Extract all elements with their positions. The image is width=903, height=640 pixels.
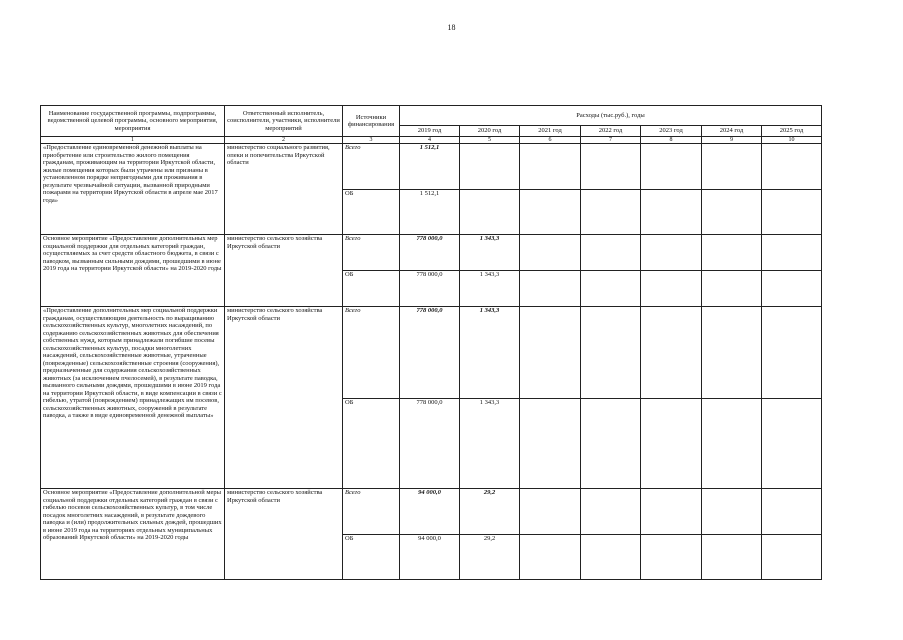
value-cell: 1 343,3 bbox=[460, 307, 520, 399]
source-total-label: Всего bbox=[343, 489, 400, 535]
value-cell bbox=[520, 190, 581, 235]
table-row bbox=[41, 144, 822, 190]
page-number: 18 bbox=[447, 23, 456, 32]
source-ob-label: ОБ bbox=[343, 399, 400, 489]
value-cell bbox=[641, 399, 702, 489]
value-cell: 1 343,3 bbox=[460, 399, 520, 489]
column-number: 3 bbox=[343, 137, 400, 144]
activity-name: Основное мероприятие «Предоставление дополнительной меры социальной поддержки отдельных категорий граждан в связи с гибелью посевов сельскохозяйственных культур, в том числе посадок многолетних насаждений, в результате дождевого паводка и (или) продолжительных сильных дождей, прошедших в июне 2019 года на территориях отдельных муниципальных образований Иркутской области» на 2019-2020 годы bbox=[41, 489, 225, 580]
value-cell bbox=[520, 235, 581, 271]
value-cell bbox=[702, 271, 762, 307]
value-cell bbox=[581, 144, 641, 190]
value-cell bbox=[581, 489, 641, 535]
column-number: 8 bbox=[641, 137, 702, 144]
header-year: 2021 год bbox=[520, 126, 581, 137]
source-total-label: Всего bbox=[343, 307, 400, 399]
value-cell bbox=[581, 307, 641, 399]
value-cell: 778 000,0 bbox=[400, 271, 460, 307]
source-ob-label: ОБ bbox=[343, 535, 400, 580]
value-cell bbox=[762, 307, 822, 399]
header-year: 2020 год bbox=[460, 126, 520, 137]
value-cell bbox=[460, 144, 520, 190]
column-number: 6 bbox=[520, 137, 581, 144]
source-total-label: Всего bbox=[343, 144, 400, 190]
activity-executor: министерство сельского хозяйства Иркутской области bbox=[225, 489, 343, 580]
column-number: 10 bbox=[762, 137, 822, 144]
value-cell bbox=[641, 535, 702, 580]
value-cell bbox=[641, 489, 702, 535]
value-cell bbox=[581, 190, 641, 235]
value-cell bbox=[762, 399, 822, 489]
activity-name: Основное мероприятие «Предоставление дополнительных мер социальной поддержки для отдельных категорий граждан, осуществляемых за счет средств областного бюджета, в связи с паводком, вызванным сильными дождями, прошедшими в июне 2019 года на территории Иркутской области» на 2019-2020 годы bbox=[41, 235, 225, 307]
value-cell bbox=[641, 235, 702, 271]
column-number: 7 bbox=[581, 137, 641, 144]
value-cell: 29,2 bbox=[460, 489, 520, 535]
value-cell bbox=[520, 535, 581, 580]
value-cell: 94 000,0 bbox=[400, 535, 460, 580]
value-cell bbox=[762, 235, 822, 271]
value-cell bbox=[581, 235, 641, 271]
column-number: 1 bbox=[41, 137, 225, 144]
value-cell: 778 000,0 bbox=[400, 307, 460, 399]
value-cell bbox=[762, 144, 822, 190]
value-cell: 94 000,0 bbox=[400, 489, 460, 535]
value-cell bbox=[641, 190, 702, 235]
value-cell bbox=[762, 190, 822, 235]
value-cell bbox=[581, 271, 641, 307]
activity-executor: министерство социального развития, опеки и попечительства Иркутской области bbox=[225, 144, 343, 235]
column-numbers-row bbox=[41, 137, 822, 144]
source-total-label: Всего bbox=[343, 235, 400, 271]
column-number: 5 bbox=[460, 137, 520, 144]
value-cell bbox=[520, 399, 581, 489]
header-year: 2025 год bbox=[762, 126, 822, 137]
budget-table bbox=[40, 105, 822, 580]
value-cell: 1 343,3 bbox=[460, 235, 520, 271]
value-cell bbox=[762, 271, 822, 307]
header-year: 2019 год bbox=[400, 126, 460, 137]
column-number: 4 bbox=[400, 137, 460, 144]
value-cell bbox=[581, 399, 641, 489]
value-cell: 778 000,0 bbox=[400, 399, 460, 489]
column-number: 9 bbox=[702, 137, 762, 144]
value-cell bbox=[702, 399, 762, 489]
activity-name: «Предоставление единовременной денежной выплаты на приобретение или строительство жилого помещения гражданам, проживающим на территории Иркутской области, жилые помещения которых были утрачены или признаны в установленном порядке непригодными для проживания в результате чрезвычайной ситуации, вызванной природными пожарами на территории Иркутской области в апреле мае 2017 года» bbox=[41, 144, 225, 235]
value-cell bbox=[702, 489, 762, 535]
value-cell bbox=[520, 144, 581, 190]
value-cell: 778 000,0 bbox=[400, 235, 460, 271]
value-cell bbox=[641, 307, 702, 399]
source-ob-label: ОБ bbox=[343, 190, 400, 235]
table-row bbox=[41, 489, 822, 535]
activity-executor: министерство сельского хозяйства Иркутской области bbox=[225, 307, 343, 489]
activity-executor: министерство сельского хозяйства Иркутской области bbox=[225, 235, 343, 307]
value-cell bbox=[702, 535, 762, 580]
value-cell bbox=[702, 190, 762, 235]
table-row bbox=[41, 307, 822, 399]
header-year: 2023 год bbox=[641, 126, 702, 137]
value-cell bbox=[762, 535, 822, 580]
activity-name-cell bbox=[41, 307, 225, 489]
value-cell bbox=[762, 489, 822, 535]
value-cell bbox=[460, 190, 520, 235]
value-cell bbox=[641, 144, 702, 190]
header-expenses: Расходы (тыс.руб.), годы bbox=[400, 106, 822, 126]
value-cell bbox=[520, 489, 581, 535]
column-number: 2 bbox=[225, 137, 343, 144]
header-name: Наименование государственной программы, подпрограммы, ведомственной целевой программы, основного мероприятия, мероприятия bbox=[41, 106, 225, 137]
value-cell: 1 512,1 bbox=[400, 190, 460, 235]
header-year: 2022 год bbox=[581, 126, 641, 137]
header-source: Источники финансирования bbox=[343, 106, 400, 137]
value-cell: 29,2 bbox=[460, 535, 520, 580]
value-cell bbox=[520, 307, 581, 399]
value-cell bbox=[520, 271, 581, 307]
value-cell bbox=[702, 307, 762, 399]
source-ob-label: ОБ bbox=[343, 271, 400, 307]
value-cell: 1 343,3 bbox=[460, 271, 520, 307]
value-cell bbox=[702, 144, 762, 190]
header-year: 2024 год bbox=[702, 126, 762, 137]
table-row bbox=[41, 235, 822, 271]
value-cell bbox=[641, 271, 702, 307]
value-cell: 1 512,1 bbox=[400, 144, 460, 190]
activity-name: «Предоставление дополнительных мер социальной поддержки гражданам, осуществляющим деятельность по выращиванию сельскохозяйственных культур, многолетних насаждений, по содержанию сельскохозяйственных животных для обеспечения собственных нужд, которым принадлежали погибшие посевы сельскохозяйственных культур, посадки многолетних насаждений, сельскохозяйственные животные, утраченные (поврежденные) сельскохозяйственные строения (сооружения), предназначенные для содержания сельскохозяйственных животных (за исключением пчелосемей), в результате паводка, вызванного сильными дождями, прошедшими в июне 2019 года на территории Иркутской области, в виде компенсации в связи с гибелью, утратой (повреждением) принадлежащих им посевов, сельскохозяйственных животных, сооружений в результате паводка, а также в виде единовременной денежной выплаты» bbox=[43, 307, 222, 419]
value-cell bbox=[581, 535, 641, 580]
value-cell bbox=[702, 235, 762, 271]
header-executor: Ответственный исполнитель, соисполнители, участники, исполнители мероприятий bbox=[225, 106, 343, 137]
